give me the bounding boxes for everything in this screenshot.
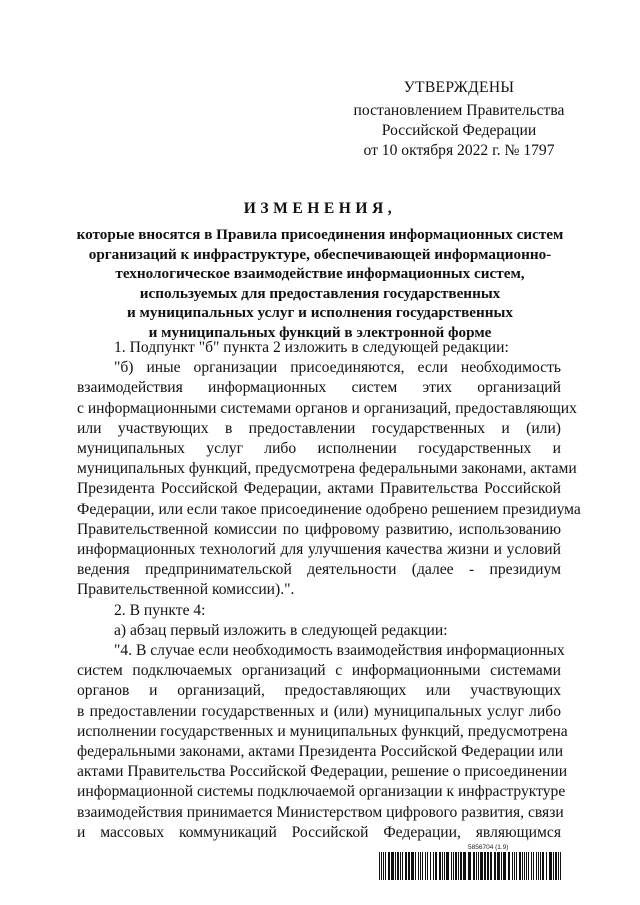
body-line: и массовых коммуникаций Российской Федерации, являющимся — [77, 823, 561, 841]
body-line: информационной системы подключаемой организации к инфраструктуре — [77, 783, 566, 801]
body-line: "б) иные организации присоединяются, если необходимость — [114, 359, 561, 377]
document-subtitle — [60, 225, 580, 343]
body-line: муниципальных услуг либо исполнении государственных и — [77, 440, 561, 458]
body-line: систем подключаемых организаций с информационными системами — [77, 662, 561, 680]
subtitle-line: организаций к инфраструктуре, обеспечивающей информационно- — [88, 245, 552, 263]
body-line: 2. В пункте 4: — [114, 601, 206, 619]
barcode-icon — [378, 852, 564, 880]
body-line: Федерации, или если такое присоединение одобрено решением президиума — [77, 500, 581, 518]
body-line: с информационными системами органов и организаций, предоставляющих — [77, 399, 577, 417]
approval-line-2: Российской Федерации — [381, 122, 537, 139]
body-line: взаимодействия информационных систем этих организаций — [77, 379, 561, 397]
subtitle-line: и муниципальных функций в электронной форме — [148, 323, 492, 341]
body-line: Правительственной комиссии по цифровому развитию, использованию — [77, 520, 561, 538]
body-line: муниципальных функций, предусмотрена федеральными законами, актами — [77, 460, 577, 478]
document-title: ИЗМЕНЕНИЯ, — [243, 200, 397, 217]
body-line: взаимодействия принимается Министерством цифрового развития, связи — [77, 803, 564, 821]
body-line: Правительственной комиссии).". — [77, 581, 295, 599]
document-body — [77, 338, 581, 843]
body-line: 1. Подпункт "б" пункта 2 изложить в следующей редакции: — [114, 339, 509, 356]
approval-line-1: постановлением Правительства — [353, 102, 565, 119]
body-line: информационных технологий для улучшения качества жизни и условий — [77, 541, 561, 559]
subtitle-line: которые вносятся в Правила присоединения информационных систем — [76, 226, 564, 243]
body-line: федеральными законами, актами Президента Российской Федерации или — [77, 743, 564, 761]
approval-line-3: от 10 октября 2022 г. № 1797 — [363, 142, 555, 159]
body-line: органов и организаций, предоставляющих или участвующих — [77, 682, 561, 700]
body-line: исполнении государственных и муниципальных функций, предусмотрена — [77, 722, 568, 740]
barcode-label: 5856704 (1.9) — [468, 844, 509, 851]
body-line: в предоставлении государственных и (или) муниципальных услуг либо — [77, 702, 561, 720]
body-line: или участвующих в предоставлении государственных и (или) — [77, 419, 561, 437]
body-line: "4. В случае если необходимость взаимодействия информационных — [114, 642, 565, 660]
body-line: а) абзац первый изложить в следующей редакции: — [114, 621, 448, 639]
approval-heading: УТВЕРЖДЕНЫ — [403, 79, 515, 96]
body-line: актами Правительства Российской Федерации, решение о присоединении — [77, 763, 568, 781]
subtitle-line: и муниципальных услуг и исполнения государственных — [126, 304, 513, 322]
approval-stamp — [346, 78, 572, 161]
subtitle-line: технологическое взаимодействие информационных систем, — [115, 265, 525, 283]
body-line: Президента Российской Федерации, актами Правительства Российской — [77, 480, 561, 498]
subtitle-line: используемых для предоставления государственных — [139, 284, 501, 302]
body-line: ведения предпринимательской деятельности (далее - президиум — [77, 561, 561, 579]
